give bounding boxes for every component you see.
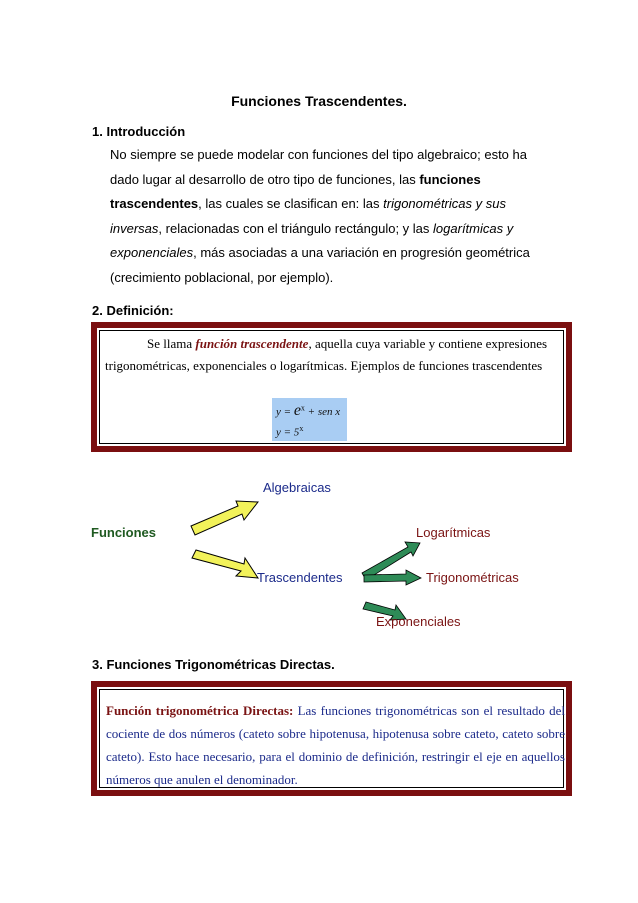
intro-line-3: trascendentes, las cuales se clasifican en: las trigonométricas y sus [110, 196, 506, 212]
label-trigonometricas: Trigonométricas [426, 570, 519, 585]
label-algebraicas: Algebraicas [263, 480, 331, 495]
classification-diagram [0, 470, 638, 640]
formula-box [272, 398, 347, 441]
trig-definition-box [91, 681, 572, 796]
label-trascendentes: Trascendentes [257, 570, 343, 585]
formula-line-1: $y = e^x$ + sen x [276, 402, 341, 419]
intro-line-1: No siempre se puede modelar con funciones del tipo algebraico; esto ha [110, 147, 527, 162]
label-exponenciales: Exponenciales [376, 614, 461, 629]
section-heading-trig-directas: 3. Funciones Trigonométricas Directas. [92, 657, 335, 672]
section-heading-definicion: 2. Definición: [92, 303, 174, 318]
intro-line-5: exponenciales, más asociadas a una variación en progresión geométrica [110, 245, 530, 261]
label-funciones: Funciones [91, 525, 157, 540]
intro-paragraph [110, 143, 546, 291]
arrow-to-algebraicas [191, 501, 258, 535]
intro-line-2: dado lugar al desarrollo de otro tipo de funciones, las funciones [110, 171, 481, 187]
definition-text: Se llama función trascendente, aquella cuya variable y contiene expresiones trigonométricas, exponenciales o logarítmicas. Ejemplos de funciones trascendentes [105, 336, 548, 373]
intro-line-4: inversas, relacionadas con el triángulo rectángulo; y las logarítmicas y [110, 220, 514, 236]
trig-definition-text: Función trigonométrica Directas: Las funciones trigonométricas son el resultado del cociente de dos números (cateto sobre hipotenusa, hipotenusa sobre cateto, cateto sobre cateto). Esto hace necesario, para el dominio de definición, restringir el eje en aquellos números que anulen el denominador. [106, 703, 566, 787]
intro-line-6: (crecimiento poblacional, por ejemplo). [110, 269, 334, 285]
page-title: Funciones Trascendentes. [231, 93, 407, 109]
section-heading-introduccion: 1. Introducción [92, 124, 186, 139]
arrow-to-trascendentes [192, 550, 258, 578]
formula-line-2: $y = 5^x$ [276, 424, 304, 439]
label-logaritmicas: Logarítmicas [416, 525, 491, 540]
